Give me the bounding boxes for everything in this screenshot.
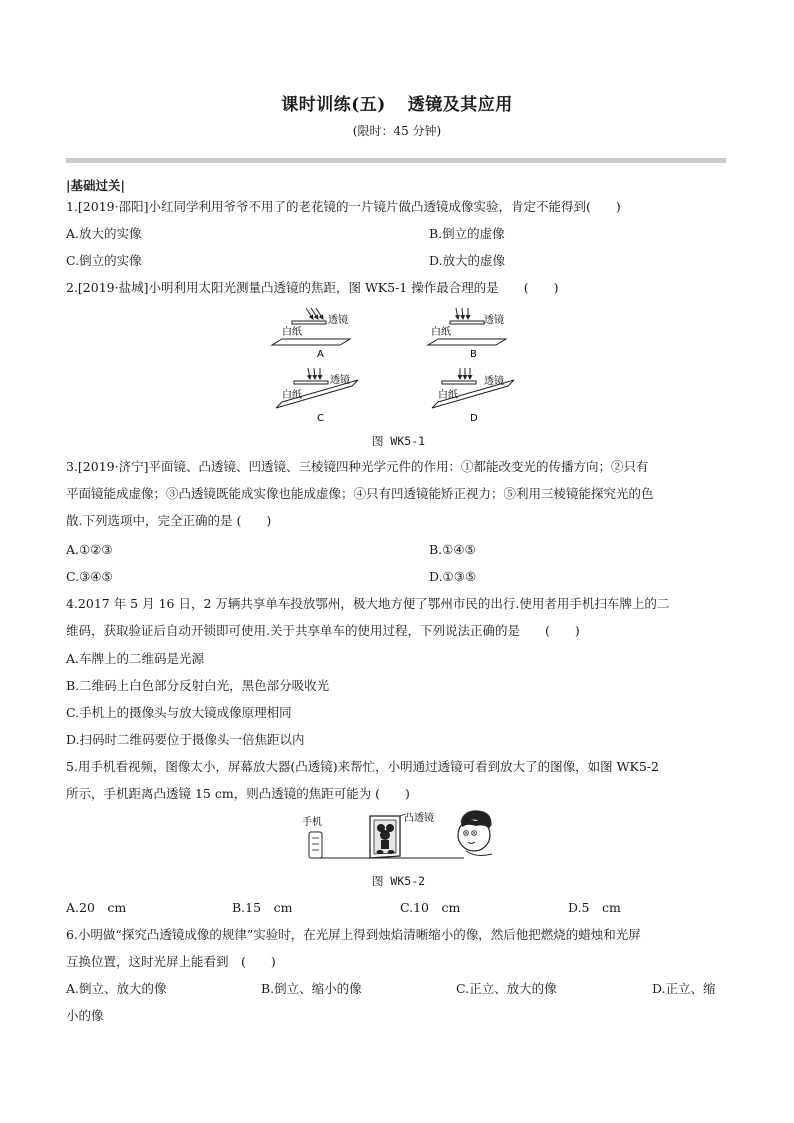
figure-wk5-2 (296, 808, 498, 868)
q3-option-c: C.③④⑤ (66, 569, 113, 584)
q5-line-2: 所示，手机距离凸透镜 15 cm，则凸透镜的焦距可能为 ( ) (66, 786, 410, 801)
figure-wk5-1-caption: 图 WK5-1 (372, 434, 426, 448)
q1-stem: 1.[2019·邵阳]小红同学利用爷爷不用了的老花镜的一片镜片做凸透镜成像实验，肯定不能得到( ) (66, 199, 621, 214)
panel-label-b: B (470, 349, 477, 360)
paper-a (272, 339, 350, 345)
paper-label-a: 白纸 (282, 327, 302, 338)
q2-stem: 2.[2019·盐城]小明利用太阳光测量凸透镜的焦距，图 WK5-1 操作最合理的是 ( ) (66, 280, 559, 295)
q3-option-a: A.①②③ (66, 542, 113, 557)
q1-option-b: B.倒立的虚像 (429, 226, 505, 241)
paper-label-c: 白纸 (282, 390, 302, 401)
q3-line-3: 散.下列选项中，完全正确的是 ( ) (66, 513, 272, 528)
paper-label-d: 白纸 (438, 390, 458, 401)
q6-option-d: D.正立、缩 (652, 981, 716, 996)
title-topic: 透镜及其应用 (407, 95, 513, 115)
q4-option-b: B.二维码上白色部分反射白光，黑色部分吸收光 (66, 678, 330, 693)
lens-d (442, 381, 476, 384)
q4-option-a: A.车牌上的二维码是光源 (66, 651, 205, 666)
worksheet-title (0, 90, 794, 115)
q5-option-d: D.5 cm (568, 900, 621, 915)
q1-option-a: A.放大的实像 (66, 226, 142, 241)
paper-label-b: 白纸 (431, 327, 451, 338)
q4-line-2: 维码，获取验证后自动开锁即可使用.关于共享单车的使用过程，下列说法正确的是 ( ) (66, 623, 580, 638)
magnifier-lens-icon (370, 814, 406, 858)
section-label: |基础过关| (66, 178, 126, 193)
lens-a (292, 321, 326, 324)
figure-wk5-1 (270, 304, 520, 429)
lens-label-c: 透镜 (330, 375, 350, 386)
q3-option-b: B.①④⑤ (429, 542, 476, 557)
q5-option-b: B.15 cm (232, 900, 293, 915)
q4-option-c: C.手机上的摄像头与放大镜成像原理相同 (66, 705, 292, 720)
q6-option-c: C.正立、放大的像 (456, 981, 557, 996)
time-limit: (限时：45 分钟) (352, 124, 442, 138)
lens-b (450, 321, 484, 324)
lens-label-a: 透镜 (328, 315, 348, 326)
q4-option-d: D.扫码时二维码要位于摄像头一倍焦距以内 (66, 732, 305, 747)
q6-line-1: 6.小明做“探究凸透镜成像的规律”实验时，在光屏上得到烛焰清晰缩小的像，然后他把燃烧的蜡烛和光屏 (66, 927, 641, 942)
q3-line-1: 3.[2019·济宁]平面镜、凸透镜、凹透镜、三棱镜四种光学元件的作用：①都能改变光的传播方向；②只有 (66, 459, 649, 474)
q3-line-2: 平面镜能成虚像；③凸透镜既能成实像也能成虚像；④只有凹透镜能矫正视力；⑤利用三棱镜能探究光的色 (66, 486, 654, 501)
lens-label-d: 透镜 (484, 376, 504, 387)
q5-line-1: 5.用手机看视频，图像太小，屏幕放大器(凸透镜)来帮忙，小明通过透镜可看到放大了的图像，如图 WK5-2 (66, 759, 659, 774)
panel-b-diagram (428, 308, 506, 360)
title-lesson: 课时训练(五) (281, 95, 386, 115)
q4-line-1: 4.2017 年 5 月 16 日，2 万辆共享单车投放鄂州，极大地方便了鄂州市民的出行.使用者用手机扫车牌上的二 (66, 596, 670, 611)
panel-label-d: D (470, 413, 478, 424)
panel-label-c: C (317, 413, 324, 424)
panel-c-diagram (276, 368, 358, 424)
q3-option-d: D.①③⑤ (429, 569, 477, 584)
header-divider (66, 158, 726, 163)
lens-c (294, 381, 328, 384)
q6-option-d-continued: 小的像 (66, 1008, 104, 1023)
q5-option-c: C.10 cm (400, 900, 461, 915)
lens-label-b: 透镜 (484, 315, 504, 326)
panel-a-diagram (272, 308, 350, 360)
q6-option-b: B.倒立、缩小的像 (261, 981, 362, 996)
paper-b (428, 339, 506, 345)
viewer-face-icon (458, 811, 492, 856)
panel-label-a: A (317, 349, 324, 360)
q1-option-c: C.倒立的实像 (66, 253, 142, 268)
q1-option-d: D.放大的虚像 (429, 253, 506, 268)
phone-icon (309, 832, 322, 858)
q6-line-2: 互换位置，这时光屏上能看到 ( ) (66, 954, 276, 969)
q5-option-a: A.20 cm (66, 900, 127, 915)
q6-option-a: A.倒立、放大的像 (66, 981, 167, 996)
convex-lens-label: 凸透镜 (404, 813, 434, 824)
phone-label: 手机 (302, 817, 322, 828)
figure-wk5-2-caption: 图 WK5-2 (372, 874, 426, 888)
panel-d-diagram (432, 368, 514, 424)
